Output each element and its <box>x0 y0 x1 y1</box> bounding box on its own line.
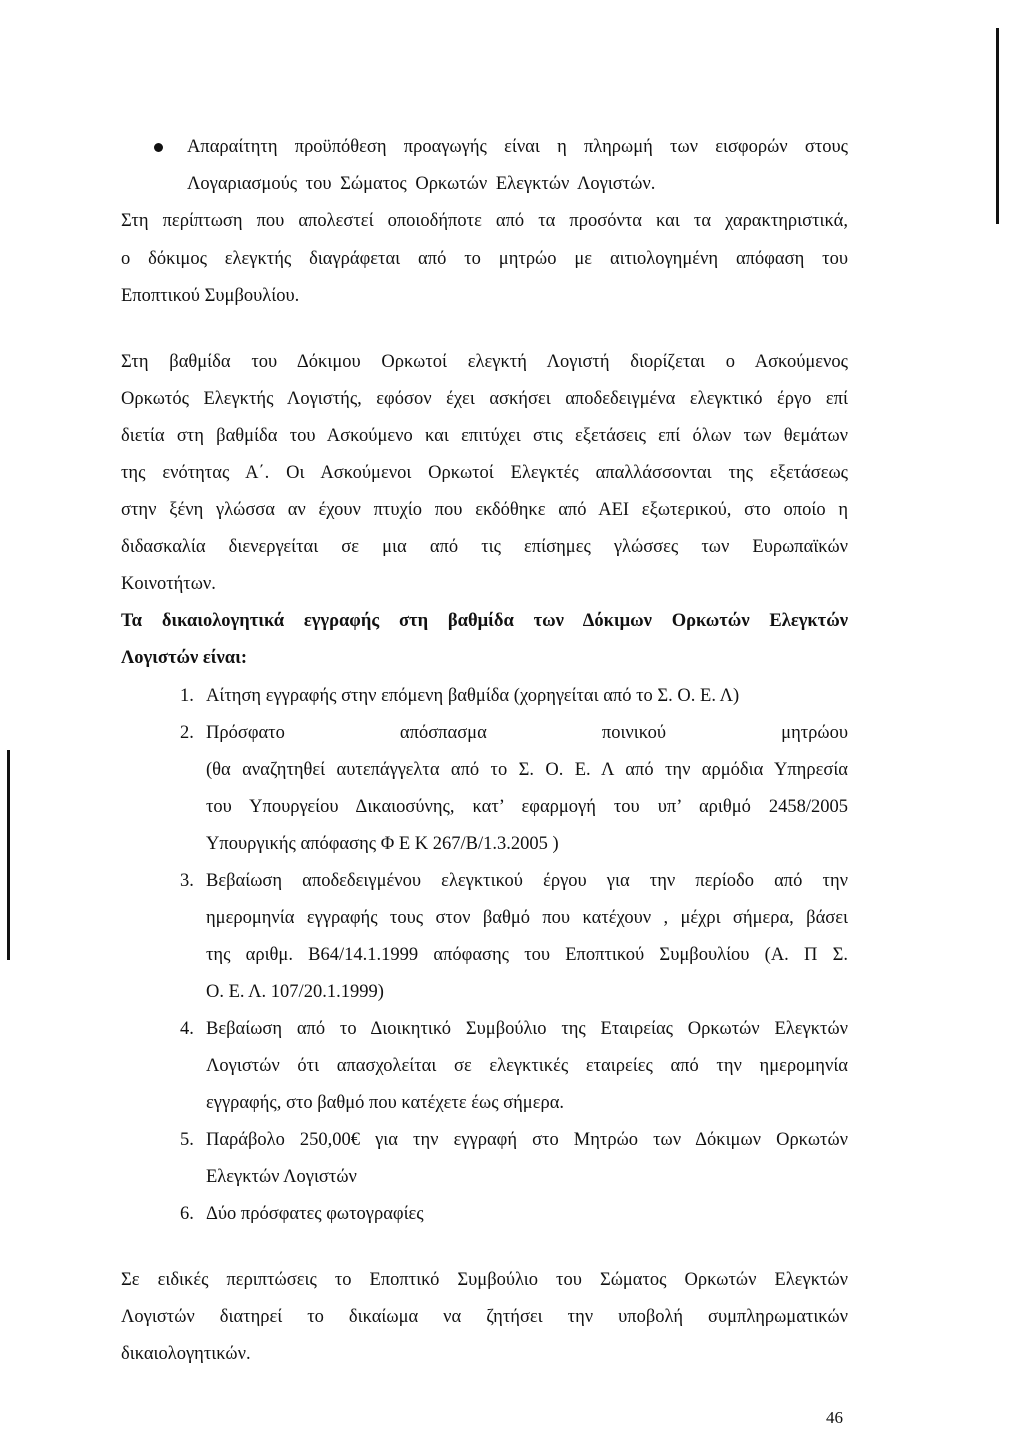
paragraph-line: στην ξένη γλώσσα αν έχουν πτυχίο που εκδόθηκε από ΑΕΙ εξωτερικού, στο οποίο η <box>121 500 848 520</box>
bullet-icon <box>154 143 163 152</box>
list-item-line: Βεβαίωση από το Διοικητικό Συμβούλιο της Εταιρείας Ορκωτών Ελεγκτών <box>206 1019 848 1039</box>
list-item-line: Βεβαίωση αποδεδειγμένου ελεγκτικού έργου για την περίοδο από την <box>206 871 848 891</box>
list-item-number: 3. <box>180 871 194 891</box>
list-item-line: Υπουργικής απόφασης Φ Ε Κ 267/Β/1.3.2005 ) <box>206 834 559 854</box>
paragraph-line: Κοινοτήτων. <box>121 574 216 594</box>
list-item-line: Παράβολο 250,00€ για την εγγραφή στο Μητρώο των Δόκιμων Ορκωτών <box>206 1130 848 1150</box>
list-item-line: Λογιστών ότι απασχολείται σε ελεγκτικές εταιρείες από την ημερομηνία <box>206 1056 848 1076</box>
page-number: 46 <box>826 1408 843 1427</box>
bullet-line: Εποπτικού Συμβουλίου. <box>121 286 300 306</box>
bullet-line: Λογαριασμούς του Σώματος Ορκωτών Ελεγκτών Λογιστών. <box>187 174 656 194</box>
list-item-line: του Υπουργείου Δικαιοσύνης, κατ’ εφαρμογή του υπ’ αριθμό 2458/2005 <box>206 797 848 817</box>
paragraph-line: Ορκωτός Ελεγκτής Λογιστής, εφόσον έχει ασκήσει αποδεδειγμένα ελεγκτικό έργο επί <box>121 389 848 409</box>
list-item-number: 4. <box>180 1019 194 1039</box>
list-item-line: Αίτηση εγγραφής στην επόμενη βαθμίδα (χορηγείται από το Σ. Ο. Ε. Λ) <box>206 686 740 706</box>
list-item-line: της αριθμ. Β64/14.1.1999 απόφασης του Εποπτικού Συμβουλίου (Α. Π Σ. <box>206 945 848 965</box>
list-item-number: 2. <box>180 723 194 743</box>
bullet-line: Απαραίτητη προϋπόθεση προαγωγής είναι η πληρωμή των εισφορών στους <box>187 137 848 157</box>
list-item-line: Πρόσφατο απόσπασμα ποινικού μητρώου <box>206 723 848 743</box>
paragraph-line: Στη βαθμίδα του Δόκιμου Ορκωτοί ελεγκτή Λογιστή διορίζεται ο Ασκούμενος <box>121 352 848 372</box>
list-item-number: 1. <box>180 686 194 706</box>
section-heading: Λογιστών είναι: <box>121 648 248 668</box>
paragraph-line: Λογιστών διατηρεί το δικαίωμα να ζητήσει την υποβολή συμπληρωματικών <box>121 1307 848 1327</box>
bullet-line: ο δόκιμος ελεγκτής διαγράφεται από το μητρώο με αιτιολογημένη απόφαση του <box>121 249 848 269</box>
list-item-line: (θα αναζητηθεί αυτεπάγγελτα από το Σ. Ο. Ε. Λ από την αρμόδια Υπηρεσία <box>206 760 848 780</box>
paragraph-line: της ενότητας Α΄. Οι Ασκούμενοι Ορκωτοί Ελεγκτές απαλλάσσονται της εξετάσεως <box>121 463 848 483</box>
paragraph-line: διδασκαλία διενεργείται σε μια από τις επίσημες γλώσσες των Ευρωπαϊκών <box>121 537 848 557</box>
list-item-line: Ελεγκτών Λογιστών <box>206 1167 357 1187</box>
paragraph-line: δικαιολογητικών. <box>121 1344 251 1364</box>
list-item-number: 5. <box>180 1130 194 1150</box>
bullet-line: Στη περίπτωση που απολεστεί οποιοδήποτε από τα προσόντα και τα χαρακτηριστικά, <box>121 211 848 231</box>
scan-edge-right <box>996 28 999 224</box>
list-item-line: ημερομηνία εγγραφής τους στον βαθμό που κατέχουν , μέχρι σήμερα, βάσει <box>206 908 848 928</box>
list-item-line: Δύο πρόσφατες φωτογραφίες <box>206 1204 424 1224</box>
list-item-line: εγγραφής, στο βαθμό που κατέχετε έως σήμερα. <box>206 1093 565 1113</box>
section-heading: Τα δικαιολογητικά εγγραφής στη βαθμίδα των Δόκιμων Ορκωτών Ελεγκτών <box>121 611 848 631</box>
paragraph-line: διετία στη βαθμίδα του Ασκούμενο και επιτύχει στις εξετάσεις επί όλων των θεμάτων <box>121 426 848 446</box>
paragraph-line: Σε ειδικές περιπτώσεις το Εποπτικό Συμβούλιο του Σώματος Ορκωτών Ελεγκτών <box>121 1270 848 1290</box>
list-item-line: Ο. Ε. Λ. 107/20.1.1999) <box>206 982 384 1002</box>
list-item-number: 6. <box>180 1204 194 1224</box>
scan-edge-left <box>7 750 10 960</box>
